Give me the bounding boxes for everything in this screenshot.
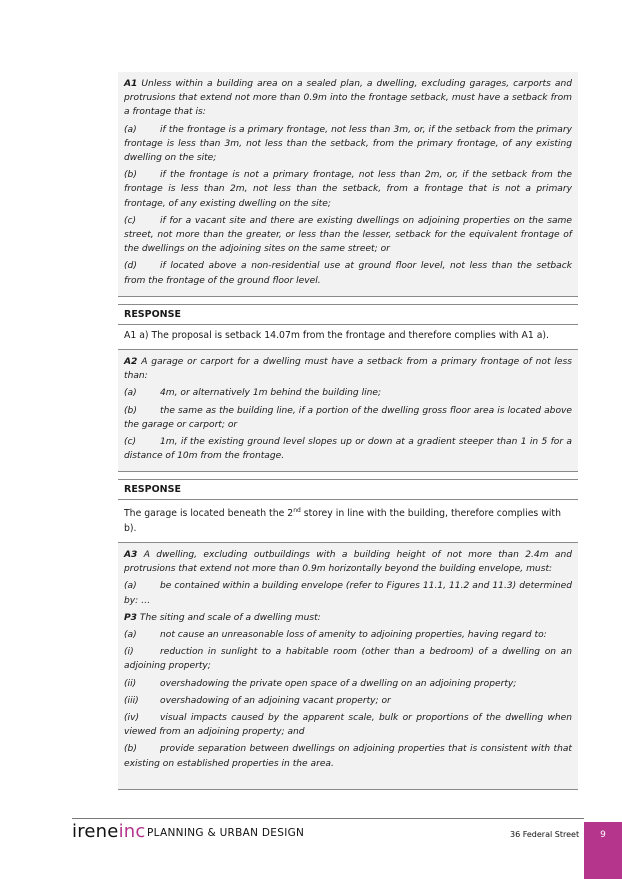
a2-block xyxy=(118,350,578,472)
a1-item xyxy=(124,123,572,166)
a3-block xyxy=(118,543,578,790)
a1-item xyxy=(124,214,572,257)
p3-item-text: reduction in sunlight to a habitable room (other than a bedroom) of a dwelling on an adjoining property; xyxy=(124,647,572,672)
p3-item-text: not cause an unreasonable loss of amenity to adjoining properties, having regard to: xyxy=(160,629,547,640)
p3-item xyxy=(124,628,572,642)
a1-item-text: if located above a non-residential use at ground floor level, not less than the setback from the frontage of the ground floor level. xyxy=(124,261,572,286)
a1-item-text: if for a vacant site and there are existing dwellings on adjoining properties on the same street, not more than the greater, or less than the lesser, setback for the equivalent frontage of the dwellings on the adjoining sites on the same street; or xyxy=(124,215,572,255)
a3-code: A3 xyxy=(124,549,138,560)
p3-item xyxy=(124,742,572,770)
a1-item-label: (c) xyxy=(124,215,137,226)
a2-item-text: 1m, if the existing ground level slopes up or down at a gradient steeper than 1 in 5 for a distance of 10m from the frontage. xyxy=(124,437,572,462)
a1-item-label: (a) xyxy=(124,124,137,135)
p3-item-text: overshadowing of an adjoining vacant property; or xyxy=(160,695,391,706)
logo-subtitle: PLANNING & URBAN DESIGN xyxy=(147,827,305,839)
a1-item-label: (b) xyxy=(124,170,137,181)
a3-intro-text: A dwelling, excluding outbuildings with a building height of not more than 2.4m and protrusions that extend not more than 0.9m horizontally beyond the building envelope, must: xyxy=(124,549,572,575)
a2-item-label: (c) xyxy=(124,437,137,448)
a3-intro xyxy=(124,548,572,576)
a3-item-text: be contained within a building envelope (refer to Figures 11.1, 11.2 and 11.3) determined by: … xyxy=(124,581,572,606)
a2-intro-text: A garage or carport for a dwelling must have a setback from a primary frontage of not less than: xyxy=(124,357,572,382)
a2-item-text: 4m, or alternatively 1m behind the building line; xyxy=(160,388,382,399)
a2-item xyxy=(124,404,572,432)
p3-item-label: (iv) xyxy=(124,713,140,723)
a2-item-label: (a) xyxy=(124,388,137,399)
p3-intro xyxy=(124,611,572,625)
footer-rule xyxy=(72,818,584,819)
page-number: 9 xyxy=(584,822,622,879)
a1-block xyxy=(118,72,578,297)
response-heading: RESPONSE xyxy=(118,479,578,500)
a3-item xyxy=(124,579,572,607)
a1-item-text: if the frontage is not a primary frontage, not less than 2m, or, if the setback from the frontage is less than 2m, not less than the setback, from a frontage that is not a primary frontage, of any existing dwelling on the site; xyxy=(124,170,572,209)
logo-main-text: irene xyxy=(72,821,119,842)
a2-item xyxy=(124,386,572,400)
response-text xyxy=(118,500,578,543)
superscript: nd xyxy=(293,507,301,515)
a2-code: A2 xyxy=(124,357,138,368)
a2-intro xyxy=(124,355,572,383)
a1-intro-text: Unless within a building area on a sealed plan, a dwelling, excluding garages, carports and protrusions that extend not more than 0.9m into the frontage setback, must have a setback from a frontage that is: xyxy=(124,79,572,118)
response-text: A1 a) The proposal is setback 14.07m from the frontage and therefore complies with A1 a). xyxy=(118,325,578,350)
p3-item-label: (ii) xyxy=(124,678,137,689)
p3-item-label: (i) xyxy=(124,647,134,658)
p3-item xyxy=(124,645,572,673)
p3-intro-text: The siting and scale of a dwelling must: xyxy=(137,612,321,623)
a1-item-text: if the frontage is a primary frontage, not less than 3m, or, if the setback from the primary frontage is less than 3m, not less than the setback, from the primary frontage, of any existing dwelling on the site; xyxy=(124,124,572,164)
a3-item-label: (a) xyxy=(124,581,137,592)
p3-item xyxy=(124,711,572,739)
p3-item-label: (b) xyxy=(124,744,137,755)
p3-item-text: visual impacts caused by the apparent scale, bulk or proportions of the dwelling when viewed from an adjoining property; and xyxy=(124,713,572,738)
p3-item xyxy=(124,694,572,708)
a1-item xyxy=(124,259,572,287)
p3-item xyxy=(124,677,572,691)
footer-address: 36 Federal Street xyxy=(510,830,580,839)
p3-code: P3 xyxy=(124,612,137,623)
a1-item-label: (d) xyxy=(124,261,137,272)
logo-accent-text: inc xyxy=(118,821,146,842)
response-text-part: storey in line with the building, therefore complies with b). xyxy=(124,508,561,534)
response-text-part: The garage is located beneath the 2 xyxy=(124,508,294,520)
p3-item-label: (a) xyxy=(124,629,137,640)
document-content xyxy=(118,72,578,790)
a1-item xyxy=(124,168,572,211)
p3-item-label: (iii) xyxy=(124,695,139,706)
p3-item-text: overshadowing the private open space of a dwelling on an adjoining property; xyxy=(160,678,517,689)
a2-item-label: (b) xyxy=(124,405,137,416)
company-logo xyxy=(72,821,145,842)
a2-item xyxy=(124,435,572,463)
p3-item-text: provide separation between dwellings on adjoining properties that is consistent with that existing on established properties in the area. xyxy=(124,744,572,769)
a1-intro xyxy=(124,77,572,120)
a2-item-text: the same as the building line, if a portion of the dwelling gross floor area is located above the garage or carport; or xyxy=(124,405,572,430)
a1-code: A1 xyxy=(124,79,138,89)
response-heading: RESPONSE xyxy=(118,304,578,325)
